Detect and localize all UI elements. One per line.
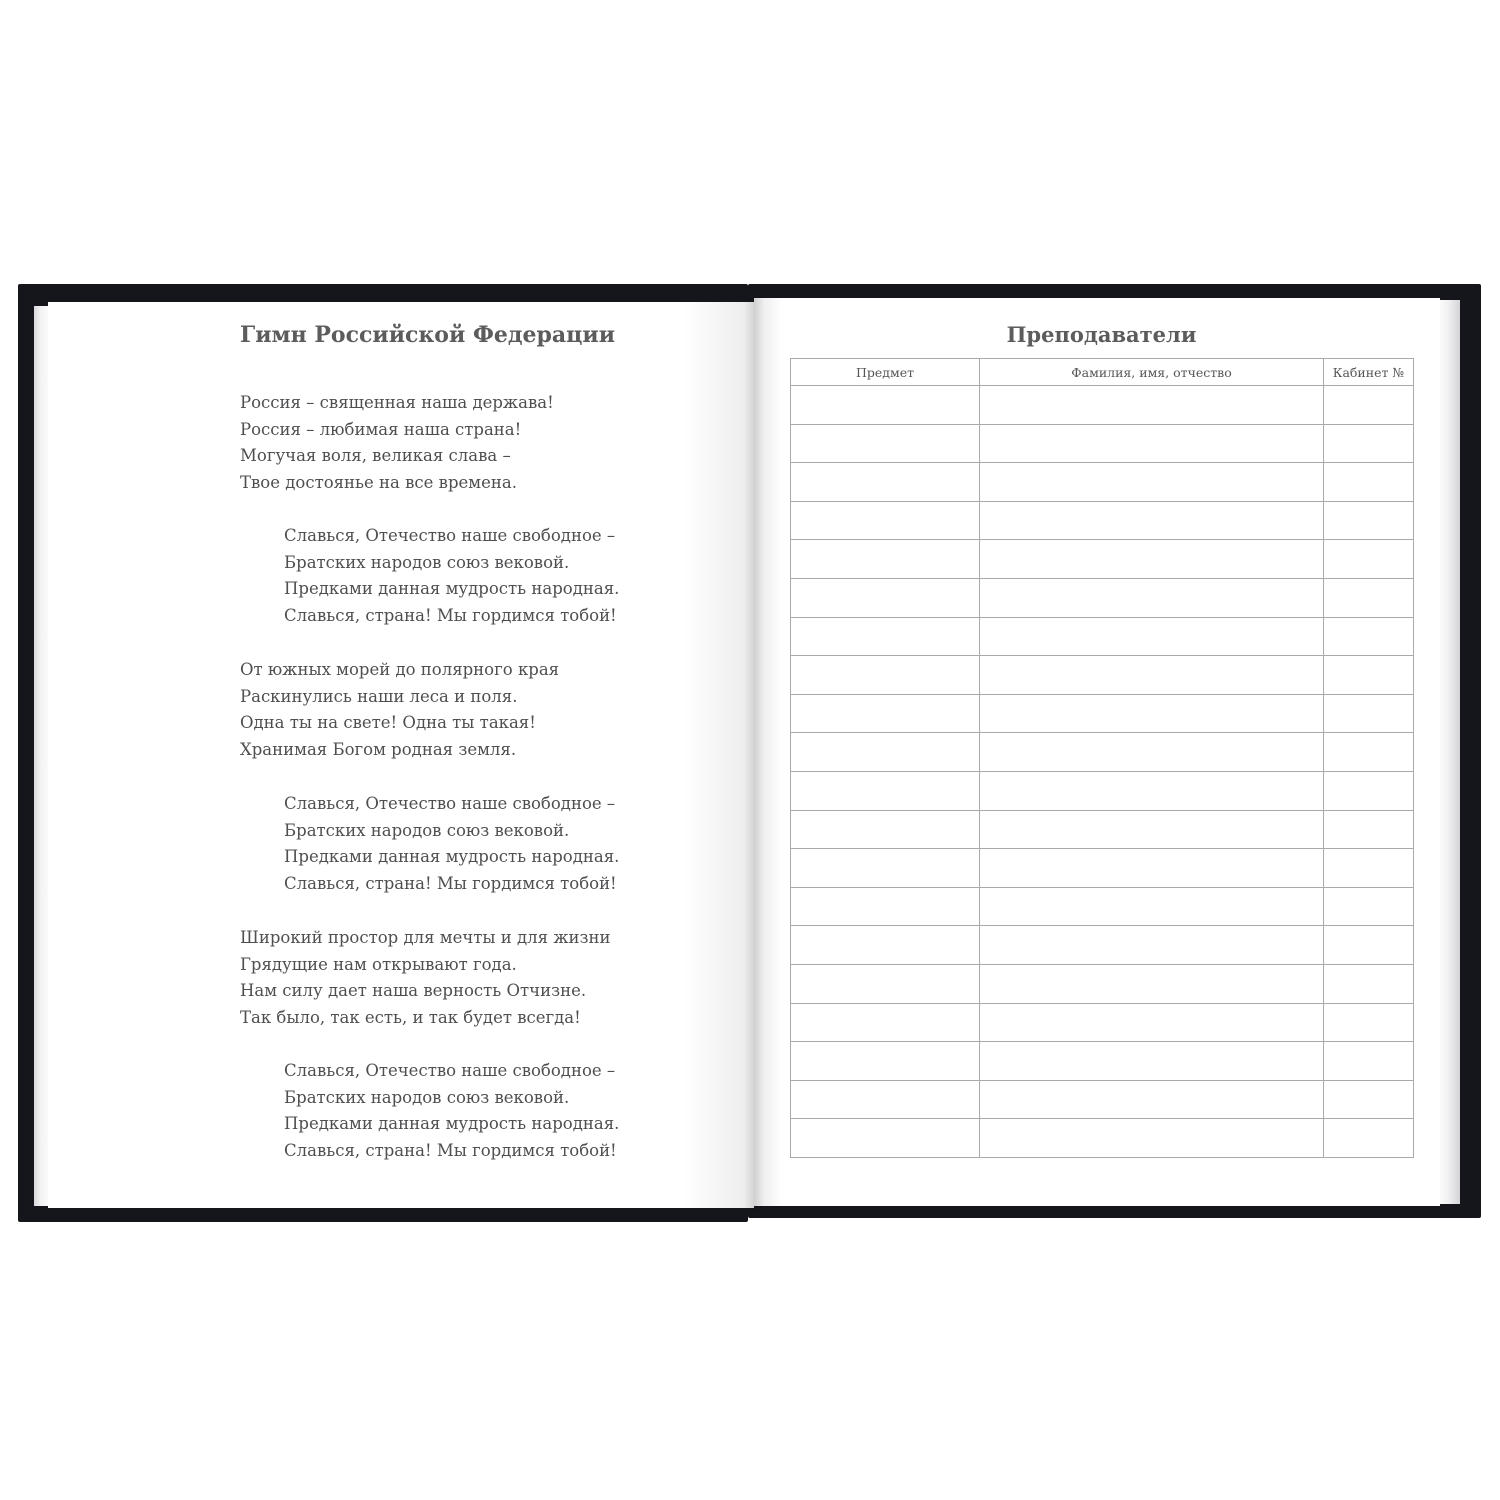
anthem-chorus	[284, 1058, 619, 1164]
anthem-verse	[240, 657, 559, 763]
subject-cell	[791, 849, 980, 888]
room-cell	[1324, 463, 1414, 502]
anthem-line: Братских народов союз вековой.	[284, 552, 570, 572]
header-full-name: Фамилия, имя, отчество	[980, 359, 1324, 386]
table-row	[791, 424, 1414, 463]
table-row	[791, 1080, 1414, 1119]
anthem-line: Твое достоянье на все времена.	[240, 472, 517, 492]
room-cell	[1324, 656, 1414, 695]
table-row	[791, 540, 1414, 579]
table-row	[791, 617, 1414, 656]
room-cell	[1324, 733, 1414, 772]
anthem-line: Славься, страна! Мы гордимся тобой!	[284, 873, 617, 893]
anthem-line: Славься, страна! Мы гордимся тобой!	[284, 1140, 617, 1160]
table-row	[791, 1003, 1414, 1042]
room-cell	[1324, 771, 1414, 810]
full-name-cell	[980, 1080, 1324, 1119]
room-cell	[1324, 1003, 1414, 1042]
book-gutter	[744, 298, 764, 1210]
full-name-cell	[980, 463, 1324, 502]
subject-cell	[791, 926, 980, 965]
room-cell	[1324, 926, 1414, 965]
table-row	[791, 964, 1414, 1003]
room-cell	[1324, 578, 1414, 617]
subject-cell	[791, 578, 980, 617]
full-name-cell	[980, 849, 1324, 888]
room-cell	[1324, 694, 1414, 733]
anthem-line: Широкий простор для мечты и для жизни	[240, 928, 611, 947]
subject-cell	[791, 771, 980, 810]
anthem-line: Хранимая Богом родная земля.	[240, 739, 517, 759]
subject-cell	[791, 424, 980, 463]
anthem-line: Славься, Отечество наше свободное –	[284, 526, 616, 545]
full-name-cell	[980, 424, 1324, 463]
full-name-cell	[980, 578, 1324, 617]
room-cell	[1324, 424, 1414, 463]
subject-cell	[791, 540, 980, 579]
subject-cell	[791, 733, 980, 772]
anthem-line: Славься, Отечество наше свободное –	[284, 794, 616, 813]
room-cell	[1324, 887, 1414, 926]
anthem-line: Раскинулись наши леса и поля.	[240, 686, 518, 706]
subject-cell	[791, 887, 980, 926]
anthem-line: Россия – священная наша держава!	[240, 393, 554, 412]
subject-cell	[791, 810, 980, 849]
table-row	[791, 810, 1414, 849]
room-cell	[1324, 617, 1414, 656]
table-row	[791, 656, 1414, 695]
subject-cell	[791, 1119, 980, 1158]
room-cell	[1324, 540, 1414, 579]
subject-cell	[791, 501, 980, 540]
anthem-line: Предками данная мудрость народная.	[284, 1114, 620, 1134]
anthem-line: От южных морей до полярного края	[240, 660, 560, 679]
subject-cell	[791, 694, 980, 733]
subject-cell	[791, 964, 980, 1003]
table-header-row	[791, 359, 1414, 386]
table-row	[791, 578, 1414, 617]
full-name-cell	[980, 540, 1324, 579]
table-body	[791, 386, 1414, 1158]
subject-cell	[791, 617, 980, 656]
anthem-line: Одна ты на свете! Одна ты такая!	[240, 713, 536, 733]
room-cell	[1324, 810, 1414, 849]
anthem-line: Предками данная мудрость народная.	[284, 847, 620, 867]
table-row	[791, 733, 1414, 772]
full-name-cell	[980, 810, 1324, 849]
anthem-chorus	[284, 791, 619, 897]
room-cell	[1324, 849, 1414, 888]
anthem-line: Славься, Отечество наше свободное –	[284, 1061, 616, 1080]
anthem-line: Россия – любимая наша страна!	[240, 419, 522, 439]
full-name-cell	[980, 1119, 1324, 1158]
full-name-cell	[980, 926, 1324, 965]
anthem-line: Нам силу дает наша верность Отчизне.	[240, 981, 587, 1001]
teachers-title: Преподаватели	[1006, 322, 1197, 347]
subject-cell	[791, 386, 980, 425]
anthem-chorus	[284, 523, 619, 629]
subject-cell	[791, 1042, 980, 1081]
anthem-verse	[240, 390, 554, 496]
table-row	[791, 463, 1414, 502]
full-name-cell	[980, 1042, 1324, 1081]
anthem-line: Славься, страна! Мы гордимся тобой!	[284, 605, 617, 625]
room-cell	[1324, 1119, 1414, 1158]
table-row	[791, 501, 1414, 540]
subject-cell	[791, 656, 980, 695]
full-name-cell	[980, 733, 1324, 772]
anthem-line: Братских народов союз вековой.	[284, 820, 570, 840]
subject-cell	[791, 1080, 980, 1119]
full-name-cell	[980, 386, 1324, 425]
full-name-cell	[980, 617, 1324, 656]
room-cell	[1324, 1080, 1414, 1119]
anthem-line: Могучая воля, великая слава –	[240, 446, 511, 466]
header-room-number: Кабинет №	[1324, 359, 1414, 386]
room-cell	[1324, 501, 1414, 540]
table-row	[791, 849, 1414, 888]
subject-cell	[791, 1003, 980, 1042]
teachers-table	[790, 358, 1414, 1158]
anthem-verse	[240, 925, 611, 1031]
full-name-cell	[980, 887, 1324, 926]
anthem-line: Предками данная мудрость народная.	[284, 579, 620, 599]
header-subject: Предмет	[791, 359, 980, 386]
anthem-line: Братских народов союз вековой.	[284, 1087, 570, 1107]
full-name-cell	[980, 501, 1324, 540]
full-name-cell	[980, 694, 1324, 733]
anthem-line: Так было, так есть, и так будет всегда!	[240, 1007, 581, 1027]
table-row	[791, 926, 1414, 965]
table-row	[791, 1042, 1414, 1081]
full-name-cell	[980, 964, 1324, 1003]
table-row	[791, 1119, 1414, 1158]
room-cell	[1324, 1042, 1414, 1081]
subject-cell	[791, 463, 980, 502]
table-row	[791, 887, 1414, 926]
table-row	[791, 386, 1414, 425]
table-row	[791, 771, 1414, 810]
full-name-cell	[980, 1003, 1324, 1042]
anthem-line: Грядущие нам открывают года.	[240, 954, 517, 974]
anthem-title: Гимн Российской Федерации	[240, 322, 616, 348]
table-row	[791, 694, 1414, 733]
full-name-cell	[980, 771, 1324, 810]
room-cell	[1324, 386, 1414, 425]
room-cell	[1324, 964, 1414, 1003]
full-name-cell	[980, 656, 1324, 695]
